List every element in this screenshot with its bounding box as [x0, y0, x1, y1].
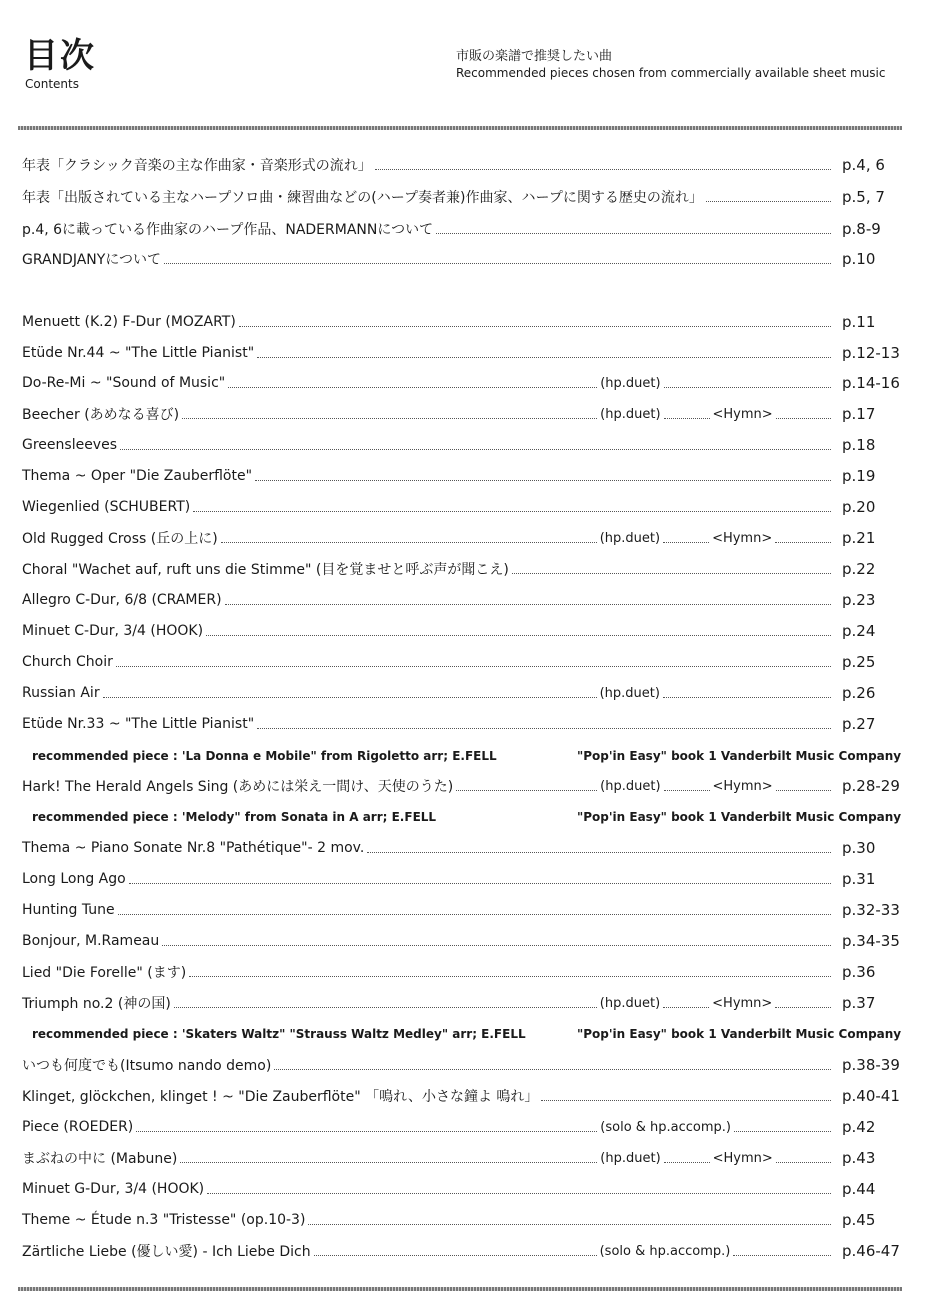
entry-page-number: p.34-35: [842, 932, 900, 950]
dot-leader: [182, 418, 597, 419]
entry-page-number: p.18: [842, 436, 876, 454]
entry-page-number: p.14-16: [842, 374, 900, 392]
toc-entry: [22, 403, 902, 425]
entry-title: Triumph no.2 (神の国): [22, 996, 171, 1012]
dot-leader: [664, 418, 710, 419]
entry-page-number: p.27: [842, 715, 876, 733]
entry-page-number: p.23: [842, 591, 876, 609]
toc-entry: [22, 589, 902, 611]
toc-entry: [22, 992, 902, 1014]
dot-leader: [164, 263, 831, 264]
entry-title: Allegro C-Dur, 6/8 (CRAMER): [22, 592, 222, 608]
dot-leader: [129, 883, 831, 884]
dot-leader: [207, 1193, 831, 1194]
entry-title: Wiegenlied (SCHUBERT): [22, 499, 191, 515]
toc-entry: [22, 713, 902, 735]
dot-leader: [456, 790, 597, 791]
dot-leader: [512, 573, 831, 574]
entry-title: Old Rugged Cross (丘の上に): [22, 531, 218, 547]
dot-leader: [228, 387, 597, 388]
entry-page-number: p.12-13: [842, 344, 900, 362]
dot-leader: [775, 542, 831, 543]
toc-entry: [22, 465, 902, 487]
entry-page-number: p.40-41: [842, 1087, 900, 1105]
entry-page-number: p.31: [842, 870, 876, 888]
dot-leader: [239, 326, 831, 327]
entry-category: <Hymn>: [712, 1150, 773, 1166]
toc-entry: [22, 899, 902, 921]
entry-arrangement: (hp.duet): [600, 1150, 661, 1166]
dot-leader: [206, 635, 831, 636]
dot-leader: [162, 945, 831, 946]
dot-leader: [664, 1162, 710, 1163]
toc-entry: [22, 1085, 902, 1107]
dot-leader: [776, 418, 831, 419]
entry-title: Etüde Nr.44 ~ "The Little Pianist": [22, 345, 255, 361]
dot-leader: [118, 914, 831, 915]
dot-leader: [136, 1131, 597, 1132]
dot-leader: [663, 542, 709, 543]
toc-entry: [22, 342, 902, 364]
entry-title: 年表「クラシック音楽の主な作曲家・音楽形式の流れ」: [22, 158, 372, 174]
dot-leader: [706, 201, 831, 202]
toc-entry: [22, 1054, 902, 1076]
entry-title: まぶねの中に (Mabune): [22, 1151, 178, 1167]
toc-entry: [22, 868, 902, 890]
entry-title: Zärtliche Liebe (優しい愛) - Ich Liebe Dich: [22, 1244, 311, 1260]
entry-title: Hark! The Herald Angels Sing (あめには栄え一間け、天使のうた): [22, 779, 454, 795]
recommended-piece-text: recommended piece : 'Melody" from Sonata in A arr; E.FELL: [32, 810, 437, 824]
entry-arrangement: (hp.duet): [599, 995, 661, 1011]
recommended-piece: [32, 1024, 902, 1044]
dot-leader: [734, 1131, 831, 1132]
dot-leader: [775, 1007, 831, 1008]
dot-leader: [664, 387, 831, 388]
entry-page-number: p.20: [842, 498, 876, 516]
bottom-rule: [18, 1287, 902, 1291]
entry-title: Minuet C-Dur, 3/4 (HOOK): [22, 623, 204, 639]
entry-title: Menuett (K.2) F-Dur (MOZART): [22, 314, 236, 330]
entry-page-number: p.36: [842, 963, 876, 981]
toc-entry: [22, 775, 902, 797]
entry-page-number: p.11: [842, 313, 876, 331]
dot-leader: [664, 790, 710, 791]
toc-entry: [22, 372, 902, 394]
entry-title: Thema ~ Oper "Die Zauberflöte": [22, 468, 253, 484]
dot-leader: [436, 233, 831, 234]
dot-leader: [541, 1100, 831, 1101]
dot-leader: [116, 666, 831, 667]
entry-page-number: p.22: [842, 560, 876, 578]
entry-page-number: p.8-9: [842, 220, 881, 238]
recommended-piece: [32, 746, 902, 766]
entry-title: Greensleeves: [22, 437, 117, 453]
toc-entry: [22, 1178, 902, 1200]
toc-entry: [22, 558, 902, 580]
dot-leader: [375, 169, 831, 170]
entry-category: <Hymn>: [712, 995, 773, 1011]
toc-entry: [22, 1240, 902, 1262]
entry-page-number: p.19: [842, 467, 876, 485]
entry-title: Lied "Die Forelle" (ます): [22, 965, 187, 981]
toc-entry: [22, 682, 902, 704]
entry-title: Long Long Ago: [22, 871, 126, 887]
dot-leader: [120, 449, 831, 450]
recommended-piece-source: "Pop'in Easy" book 1 Vanderbilt Music Company: [577, 1027, 902, 1041]
entry-arrangement: (solo & hp.accomp.): [600, 1119, 732, 1135]
entry-title: Hunting Tune: [22, 902, 115, 918]
toc-entry: [22, 434, 902, 456]
entry-arrangement: (solo & hp.accomp.): [599, 1243, 731, 1259]
recommended-piece: [32, 807, 902, 827]
entry-page-number: p.42: [842, 1118, 876, 1136]
entry-title: Etüde Nr.33 ~ "The Little Pianist": [22, 716, 255, 732]
toc-entry: [22, 527, 902, 549]
recommended-heading: [456, 48, 885, 82]
dot-leader: [776, 790, 831, 791]
recommended-piece-source: "Pop'in Easy" book 1 Vanderbilt Music Company: [577, 749, 902, 763]
page-subtitle: Contents: [25, 77, 79, 91]
entry-page-number: p.28-29: [842, 777, 900, 795]
entry-arrangement: (hp.duet): [599, 685, 660, 701]
recommended-subtitle: Recommended pieces chosen from commercially available sheet music: [456, 66, 886, 80]
entry-title: Theme ~ Étude n.3 "Tristesse" (op.10-3): [22, 1212, 306, 1228]
dot-leader: [308, 1224, 831, 1225]
entry-page-number: p.43: [842, 1149, 876, 1167]
entry-title: Piece (ROEDER): [22, 1119, 134, 1135]
entry-title: Church Choir: [22, 654, 113, 670]
toc-entry: [22, 248, 902, 270]
entry-title: Russian Air: [22, 685, 100, 701]
dot-leader: [314, 1255, 597, 1256]
toc-entry: [22, 651, 902, 673]
entry-page-number: p.24: [842, 622, 876, 640]
entry-title: 年表「出版されている主なハープソロ曲・練習曲などの(ハープ奏者兼)作曲家、ハープに関する歴史の流れ」: [22, 190, 703, 206]
toc-entry: [22, 1147, 902, 1169]
dot-leader: [180, 1162, 597, 1163]
page-title: 目次: [24, 36, 96, 76]
entry-category: <Hymn>: [712, 778, 773, 794]
entry-title: Beecher (あめなる喜び): [22, 407, 180, 423]
entry-page-number: p.37: [842, 994, 876, 1012]
dot-leader: [221, 542, 597, 543]
dot-leader: [274, 1069, 831, 1070]
dot-leader: [663, 1007, 709, 1008]
entry-arrangement: (hp.duet): [600, 375, 661, 391]
toc-entry: [22, 837, 902, 859]
entry-page-number: p.26: [842, 684, 876, 702]
entry-arrangement: (hp.duet): [600, 778, 661, 794]
entry-title: Choral "Wachet auf, ruft uns die Stimme" (目を覚ませと呼ぶ声が聞こえ): [22, 562, 509, 578]
entry-page-number: p.17: [842, 405, 876, 423]
entry-page-number: p.30: [842, 839, 876, 857]
entry-page-number: p.44: [842, 1180, 876, 1198]
entry-title: Minuet G-Dur, 3/4 (HOOK): [22, 1181, 205, 1197]
toc-entry: [22, 496, 902, 518]
entry-title: Bonjour, M.Rameau: [22, 933, 160, 949]
entry-title: Thema ~ Piano Sonate Nr.8 "Pathétique"- 2 mov.: [22, 840, 365, 856]
entry-page-number: p.4, 6: [842, 156, 885, 174]
entry-title: いつも何度でも(Itsumo nando demo): [22, 1058, 272, 1074]
dot-leader: [103, 697, 597, 698]
entry-title: Do-Re-Mi ~ "Sound of Music": [22, 375, 226, 391]
entry-category: <Hymn>: [712, 406, 773, 422]
toc-entry: [22, 186, 902, 208]
dot-leader: [193, 511, 831, 512]
toc-entry: [22, 1116, 902, 1138]
entry-page-number: p.10: [842, 250, 876, 268]
toc-entry: [22, 930, 902, 952]
dot-leader: [174, 1007, 597, 1008]
entry-arrangement: (hp.duet): [600, 406, 661, 422]
entry-arrangement: (hp.duet): [599, 530, 661, 546]
dot-leader: [257, 728, 831, 729]
recommended-title: 市販の楽譜で推奨したい曲: [456, 49, 613, 64]
dot-leader: [189, 976, 831, 977]
entry-page-number: p.5, 7: [842, 188, 885, 206]
toc-entry: [22, 1209, 902, 1231]
dot-leader: [776, 1162, 831, 1163]
toc-entry: [22, 961, 902, 983]
entry-page-number: p.21: [842, 529, 876, 547]
entry-page-number: p.46-47: [842, 1242, 900, 1260]
entry-title: p.4, 6に載っている作曲家のハープ作品、NADERMANNについて: [22, 222, 434, 238]
dot-leader: [733, 1255, 831, 1256]
toc-entry: [22, 154, 902, 176]
recommended-piece-source: "Pop'in Easy" book 1 Vanderbilt Music Company: [577, 810, 902, 824]
entry-category: <Hymn>: [712, 530, 773, 546]
entry-title: GRANDJANYについて: [22, 252, 162, 268]
dot-leader: [367, 852, 831, 853]
dot-leader: [257, 357, 831, 358]
entry-page-number: p.25: [842, 653, 876, 671]
entry-title: Klinget, glöckchen, klinget ! ~ "Die Zauberflöte" 「鳴れ、小さな鐘よ 鳴れ」: [22, 1089, 539, 1105]
recommended-piece-text: recommended piece : 'La Donna e Mobile" from Rigoletto arr; E.FELL: [32, 749, 497, 763]
toc-entry: [22, 620, 902, 642]
entry-page-number: p.45: [842, 1211, 876, 1229]
toc-entry: [22, 311, 902, 333]
recommended-piece-text: recommended piece : 'Skaters Waltz" "Strauss Waltz Medley" arr; E.FELL: [32, 1027, 526, 1041]
top-rule: [18, 126, 902, 130]
dot-leader: [663, 697, 831, 698]
dot-leader: [225, 604, 831, 605]
entry-page-number: p.32-33: [842, 901, 900, 919]
entry-page-number: p.38-39: [842, 1056, 900, 1074]
dot-leader: [255, 480, 831, 481]
toc-entry: [22, 218, 902, 240]
